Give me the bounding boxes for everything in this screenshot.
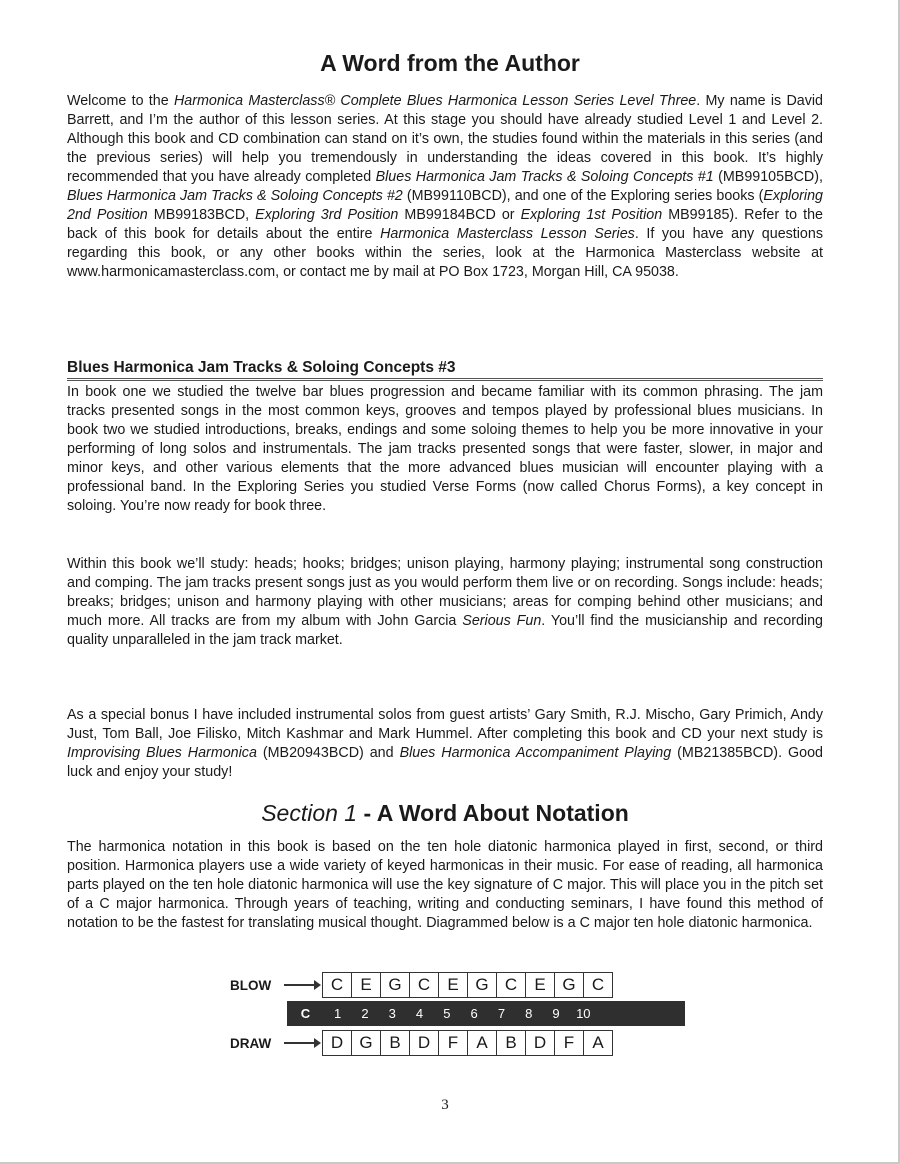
draw-note-cell: F bbox=[438, 1030, 468, 1056]
blow-note-cell: E bbox=[438, 972, 468, 998]
text-run: Harmonica Masterclass Lesson Series bbox=[380, 226, 635, 242]
hole-number: 8 bbox=[525, 1006, 533, 1021]
text-run: MB99185). Refer to the back of this book for details about the entire bbox=[67, 207, 824, 242]
section-number: Section 1 bbox=[261, 800, 358, 826]
hole-number: 10 bbox=[576, 1006, 591, 1021]
hole-number-bar bbox=[287, 1001, 685, 1026]
paragraph-notation bbox=[67, 838, 823, 933]
draw-note-cell: D bbox=[525, 1030, 555, 1056]
hole-number: 5 bbox=[443, 1006, 451, 1021]
draw-row bbox=[230, 1030, 613, 1056]
section-title: A Word About Notation bbox=[376, 800, 629, 826]
hole-numbers bbox=[324, 1006, 597, 1021]
subheading: Blues Harmonica Jam Tracks & Soloing Concepts #3 bbox=[67, 358, 823, 381]
blow-note-cell: C bbox=[322, 972, 352, 998]
paragraph-bonus bbox=[67, 706, 823, 782]
blow-note-cell: C bbox=[583, 972, 613, 998]
text-run: Blues Harmonica Jam Tracks & Soloing Concepts #2 bbox=[67, 188, 403, 204]
text-run: MB99183BCD, bbox=[147, 207, 256, 223]
draw-label: DRAW bbox=[230, 1035, 272, 1051]
arrow-right-icon bbox=[284, 984, 319, 986]
draw-note-cell: A bbox=[583, 1030, 613, 1056]
blow-note-cell: G bbox=[554, 972, 584, 998]
blow-note-cell: E bbox=[351, 972, 381, 998]
blow-note-cell: E bbox=[525, 972, 555, 998]
blow-notes bbox=[323, 972, 613, 998]
text-run: Exploring 2nd Position bbox=[67, 188, 823, 223]
paragraph-book-contents bbox=[67, 555, 823, 650]
text-run: . You’ll find the musicianship and recording quality unparalleled in the jam track market. bbox=[67, 613, 823, 648]
blow-row bbox=[230, 972, 613, 998]
page-title: A Word from the Author bbox=[320, 50, 580, 76]
hole-number: 1 bbox=[334, 1006, 342, 1021]
hole-number: 2 bbox=[361, 1006, 369, 1021]
text-run: Blues Harmonica Accompaniment Playing bbox=[399, 745, 672, 761]
section-heading bbox=[0, 800, 890, 827]
draw-note-cell: D bbox=[322, 1030, 352, 1056]
draw-notes bbox=[323, 1030, 613, 1056]
text-run: (MB99105BCD), bbox=[713, 169, 823, 185]
paragraph-book-history bbox=[67, 383, 823, 516]
text-run: The harmonica notation in this book is based on the ten hole diatonic harmonica played in first, second, or third position. Harmonica players use a wide variety of keyed harmonicas in their music. For ease of reading, all harmonica parts played on the ten hole diatonic harmonica will use the key signature of C major. This will place you in the pitch set of a C major harmonica. Through years of teaching, writing and conducting seminars, I have found this method of notation to be the fastest for translating musical thought. Diagrammed below is a C major ten hole diatonic harmonica. bbox=[67, 839, 823, 931]
section-separator: - bbox=[357, 800, 377, 826]
text-run: Improvising Blues Harmonica bbox=[67, 745, 257, 761]
blow-label: BLOW bbox=[230, 977, 272, 993]
draw-note-cell: B bbox=[496, 1030, 526, 1056]
hole-number: 4 bbox=[415, 1006, 424, 1021]
text-run: As a special bonus I have included instrumental solos from guest artists’ Gary Smith, R.J. Mischo, Gary Primich, Andy Just, Tom Ball, Joe Filisko, Mitch Kashmar and Mark Hummel. After completing this book and CD your next study is bbox=[67, 707, 823, 742]
arrow-right-icon bbox=[284, 1042, 319, 1044]
hole-number: 6 bbox=[470, 1006, 478, 1021]
text-run: Serious Fun bbox=[462, 613, 542, 629]
harmonica-key: C bbox=[300, 1006, 311, 1021]
draw-note-cell: F bbox=[554, 1030, 584, 1056]
text-run: In book one we studied the twelve bar blues progression and became familiar with its common phrasing. The jam tracks presented songs in the most common keys, grooves and tempos played by professional blues musicians. In book two we studied introductions, breaks, endings and some soloing themes to help you be more innovative in your performing of long solos and instrumentals. The jam tracks presented songs that were faster, slower, in major and minor keys, and other various elements that the more advanced blues musician will encounter playing with a professional band. In the Exploring Series you studied Verse Forms (now called Chorus Forms), a key concept in soloing. You’re now ready for book three. bbox=[67, 384, 823, 514]
text-run: (MB20943BCD) and bbox=[256, 745, 400, 761]
text-run: (MB99110BCD), and one of the Exploring series books ( bbox=[402, 188, 764, 204]
draw-note-cell: D bbox=[409, 1030, 439, 1056]
draw-note-cell: A bbox=[467, 1030, 497, 1056]
hole-number: 3 bbox=[388, 1006, 396, 1021]
draw-note-cell: G bbox=[351, 1030, 381, 1056]
blow-note-cell: G bbox=[380, 972, 410, 998]
blow-note-cell: G bbox=[467, 972, 497, 998]
text-run: Exploring 3rd Position bbox=[255, 207, 399, 223]
text-run: (MB21385BCD). Good luck and enjoy your study! bbox=[67, 745, 823, 780]
hole-number: 9 bbox=[552, 1006, 560, 1021]
text-run: MB99184BCD or bbox=[398, 207, 521, 223]
text-run: Exploring 1st Position bbox=[520, 207, 663, 223]
text-run: Harmonica Masterclass® Complete Blues Harmonica Lesson Series Level Three bbox=[173, 93, 697, 109]
blow-note-cell: C bbox=[496, 972, 526, 998]
blow-note-cell: C bbox=[409, 972, 439, 998]
draw-note-cell: B bbox=[380, 1030, 410, 1056]
hole-number: 7 bbox=[497, 1006, 506, 1021]
text-run: Within this book we’ll study: heads; hooks; bridges; unison playing, harmony playing; instrumental song construction and comping. The jam tracks present songs just as you would perform them live or on recording. Songs include: heads; breaks; bridges; unison and harmony playing with other musicians; areas for comping behind other musicians; and much more. All tracks are from my album with John Garcia bbox=[67, 556, 823, 629]
text-run: . If you have any questions regarding this book, or any other books within the series, look at the Harmonica Masterclass website at www.harmonicamasterclass.com, or contact me by mail at PO Box 1723, Morgan Hill, CA 95038. bbox=[67, 226, 823, 280]
text-run: Blues Harmonica Jam Tracks & Soloing Concepts #1 bbox=[375, 169, 714, 185]
intro-paragraph bbox=[67, 92, 823, 282]
text-run: . My name is David Barrett, and I’m the author of this lesson series. At this stage you should have already studied Level 1 and Level 2. Although this book and CD combination can stand on it’s own, the studies found within the materials in this series (and the previous series) will help you tremendously in understanding the ideas covered in this book. It’s highly recommended that you have already completed bbox=[67, 93, 823, 185]
text-run: Welcome to the bbox=[67, 93, 174, 109]
page-number: 3 bbox=[441, 1097, 449, 1113]
